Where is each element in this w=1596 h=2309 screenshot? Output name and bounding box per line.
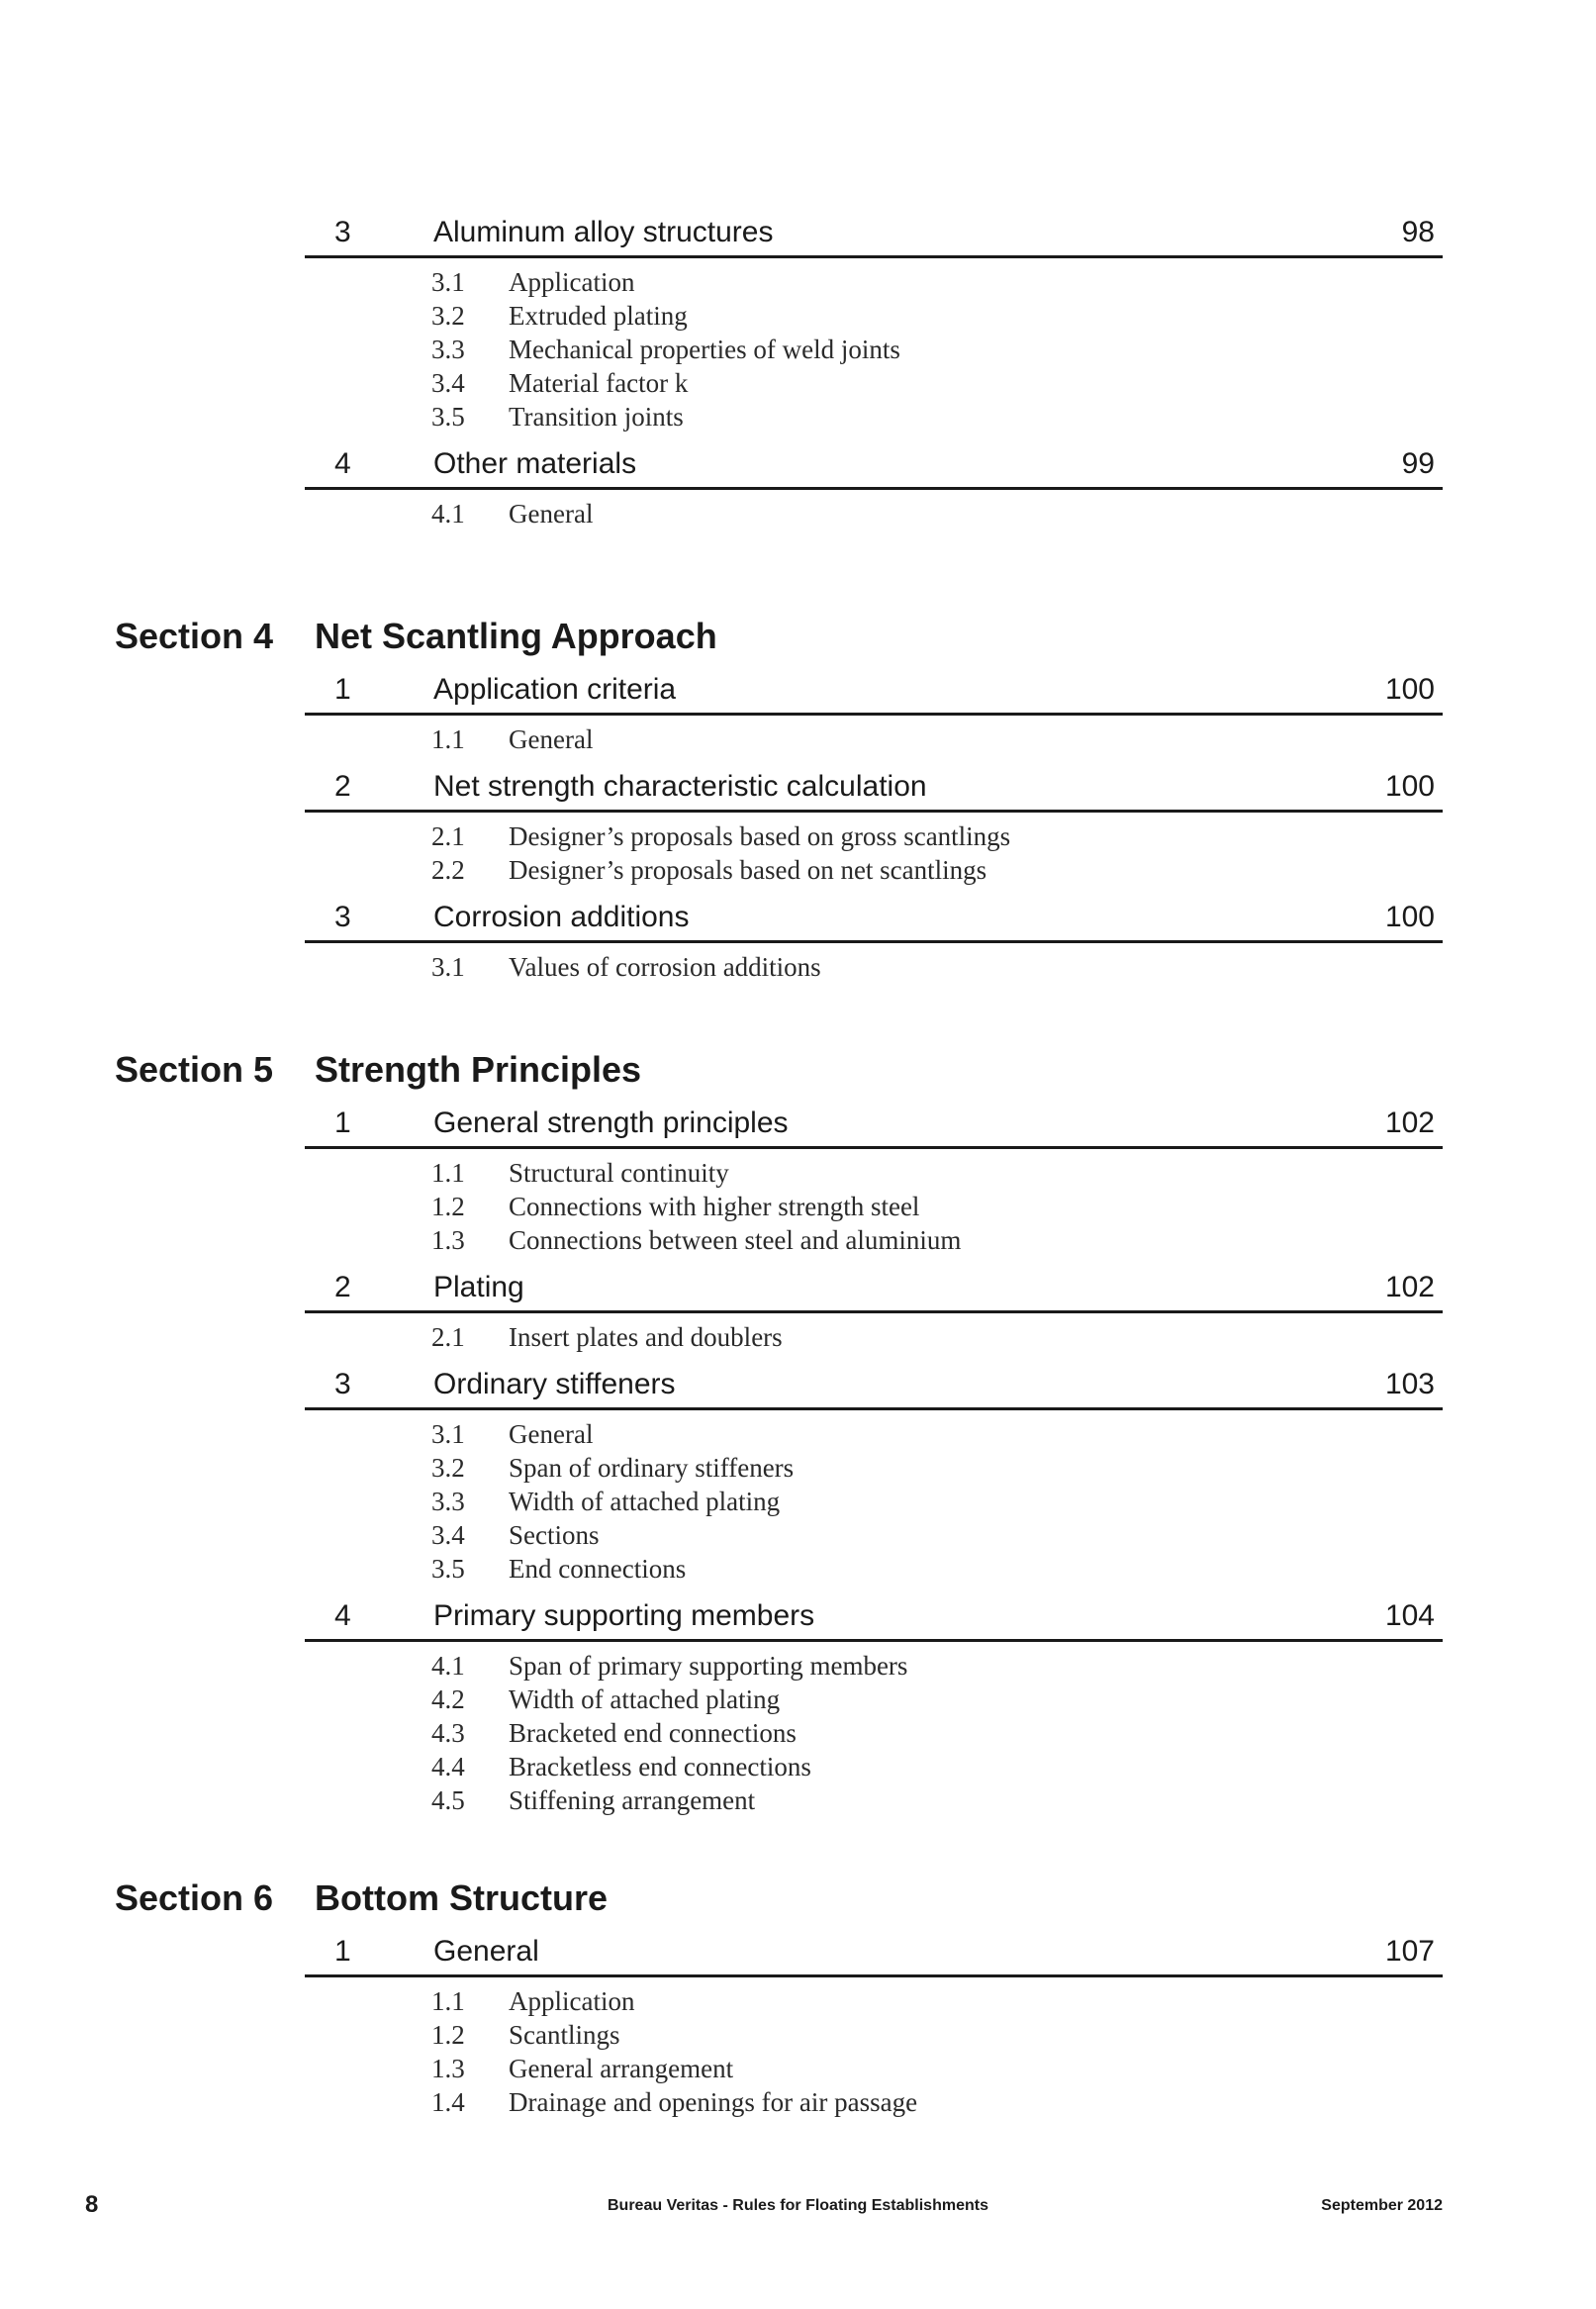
subsection-number: 3.5 bbox=[431, 1554, 465, 1584]
subsection-item bbox=[0, 299, 1596, 333]
section-4 bbox=[0, 606, 1596, 984]
subsection-item bbox=[0, 1716, 1596, 1750]
subsection-title: End connections bbox=[509, 1554, 687, 1584]
subsection-title: Material factor k bbox=[509, 368, 689, 398]
subsection-item bbox=[0, 1417, 1596, 1451]
section-3-continuation bbox=[0, 208, 1596, 530]
subsection-item bbox=[0, 1190, 1596, 1223]
footer-date: September 2012 bbox=[1321, 2197, 1443, 2214]
subsection-item bbox=[0, 1156, 1596, 1190]
section-label: Section 4 bbox=[115, 616, 274, 656]
subsection-item bbox=[0, 853, 1596, 887]
footer-publication: Bureau Veritas - Rules for Floating Establishments bbox=[608, 2197, 988, 2214]
article-heading bbox=[0, 665, 1596, 717]
article-heading bbox=[0, 762, 1596, 814]
article-heading bbox=[0, 439, 1596, 491]
subsection-title: Designer’s proposals based on gross scantlings bbox=[509, 821, 1011, 851]
article-number: 1 bbox=[334, 1106, 351, 1139]
article-title: Other materials bbox=[433, 447, 637, 480]
subsection-title: Connections with higher strength steel bbox=[509, 1192, 920, 1221]
article-rule bbox=[305, 1146, 1443, 1149]
subsection-title: Stiffening arrangement bbox=[509, 1785, 756, 1815]
article-rule bbox=[305, 713, 1443, 716]
footer-page-number: 8 bbox=[85, 2191, 99, 2218]
article-rule bbox=[305, 1407, 1443, 1410]
article-heading bbox=[0, 208, 1596, 259]
subsection-number: 4.2 bbox=[431, 1684, 465, 1714]
article-page-number: 100 bbox=[1384, 770, 1435, 803]
subsection-title: Application bbox=[509, 1986, 635, 2016]
subsection-number: 1.2 bbox=[431, 2020, 465, 2050]
article-heading bbox=[0, 1263, 1596, 1314]
article-rule bbox=[305, 940, 1443, 943]
subsection-item bbox=[0, 1783, 1596, 1817]
subsection-number: 4.3 bbox=[431, 1718, 465, 1748]
section-heading bbox=[0, 1868, 1596, 1927]
subsection-number: 2.1 bbox=[431, 821, 465, 851]
subsection-list bbox=[0, 1643, 1596, 1817]
article-rule bbox=[305, 255, 1443, 258]
subsection-list bbox=[0, 944, 1596, 984]
section-heading bbox=[0, 606, 1596, 665]
subsection-item bbox=[0, 2052, 1596, 2085]
subsection-number: 4.1 bbox=[431, 499, 465, 529]
subsection-title: Sections bbox=[509, 1520, 600, 1550]
subsection-number: 4.1 bbox=[431, 1651, 465, 1681]
subsection-number: 3.5 bbox=[431, 402, 465, 432]
article-title: General bbox=[433, 1935, 539, 1968]
subsection-title: Width of attached plating bbox=[509, 1684, 781, 1714]
article-rule bbox=[305, 810, 1443, 813]
subsection-number: 1.1 bbox=[431, 1158, 465, 1188]
subsection-number: 1.3 bbox=[431, 1225, 465, 1255]
subsection-title: Values of corrosion additions bbox=[509, 952, 821, 982]
subsection-title: Mechanical properties of weld joints bbox=[509, 335, 900, 364]
subsection-item bbox=[0, 950, 1596, 984]
subsection-item bbox=[0, 1485, 1596, 1518]
article-heading bbox=[0, 1591, 1596, 1643]
article-number: 4 bbox=[334, 1599, 351, 1632]
subsection-title: Scantlings bbox=[509, 2020, 620, 2050]
article-page-number: 100 bbox=[1384, 901, 1435, 933]
article-page-number: 102 bbox=[1384, 1106, 1435, 1139]
subsection-title: Transition joints bbox=[509, 402, 684, 432]
article-number: 3 bbox=[334, 901, 351, 933]
subsection-number: 2.2 bbox=[431, 855, 465, 885]
article-page-number: 98 bbox=[1401, 216, 1435, 248]
subsection-number: 3.3 bbox=[431, 1487, 465, 1516]
article-number: 1 bbox=[334, 673, 351, 706]
article-heading bbox=[0, 1099, 1596, 1150]
article-number: 2 bbox=[334, 770, 351, 803]
article-number: 3 bbox=[334, 1368, 351, 1400]
article-title: Plating bbox=[433, 1271, 524, 1303]
subsection-item bbox=[0, 1518, 1596, 1552]
subsection-number: 3.1 bbox=[431, 1419, 465, 1449]
section-title: Bottom Structure bbox=[315, 1877, 608, 1918]
article-page-number: 102 bbox=[1384, 1271, 1435, 1303]
article-page-number: 99 bbox=[1401, 447, 1435, 480]
subsection-number: 1.1 bbox=[431, 724, 465, 754]
article-page-number: 100 bbox=[1384, 673, 1435, 706]
subsection-item bbox=[0, 1683, 1596, 1716]
subsection-item bbox=[0, 265, 1596, 299]
article-rule bbox=[305, 1639, 1443, 1642]
subsection-number: 4.4 bbox=[431, 1752, 465, 1781]
subsection-item bbox=[0, 1649, 1596, 1683]
article-title: Primary supporting members bbox=[433, 1599, 815, 1632]
article-rule bbox=[305, 1974, 1443, 1977]
subsection-number: 3.2 bbox=[431, 1453, 465, 1483]
subsection-item bbox=[0, 333, 1596, 366]
article-title: Ordinary stiffeners bbox=[433, 1368, 676, 1400]
subsection-title: Width of attached plating bbox=[509, 1487, 781, 1516]
section-heading bbox=[0, 1039, 1596, 1099]
subsection-item bbox=[0, 400, 1596, 433]
article-title: Corrosion additions bbox=[433, 901, 690, 933]
subsection-title: Insert plates and doublers bbox=[509, 1322, 783, 1352]
article-heading bbox=[0, 1927, 1596, 1978]
article-heading bbox=[0, 893, 1596, 944]
subsection-list bbox=[0, 1411, 1596, 1586]
subsection-title: General arrangement bbox=[509, 2054, 734, 2083]
section-title: Strength Principles bbox=[315, 1049, 642, 1090]
article-heading bbox=[0, 1360, 1596, 1411]
section-5 bbox=[0, 1039, 1596, 1817]
subsection-list bbox=[0, 1150, 1596, 1257]
subsection-number: 2.1 bbox=[431, 1322, 465, 1352]
subsection-number: 1.3 bbox=[431, 2054, 465, 2083]
subsection-title: Designer’s proposals based on net scantlings bbox=[509, 855, 987, 885]
subsection-number: 3.1 bbox=[431, 267, 465, 297]
subsection-title: Connections between steel and aluminium bbox=[509, 1225, 962, 1255]
subsection-list bbox=[0, 814, 1596, 887]
subsection-title: General bbox=[509, 724, 594, 754]
subsection-title: Bracketed end connections bbox=[509, 1718, 797, 1748]
article-title: General strength principles bbox=[433, 1106, 789, 1139]
subsection-item bbox=[0, 1750, 1596, 1783]
subsection-item bbox=[0, 1223, 1596, 1257]
article-number: 2 bbox=[334, 1271, 351, 1303]
article-rule bbox=[305, 487, 1443, 490]
subsection-item bbox=[0, 1552, 1596, 1586]
article-rule bbox=[305, 1310, 1443, 1313]
subsection-number: 4.5 bbox=[431, 1785, 465, 1815]
subsection-item bbox=[0, 722, 1596, 756]
page-footer bbox=[0, 2187, 1596, 2227]
subsection-number: 3.4 bbox=[431, 368, 465, 398]
article-number: 4 bbox=[334, 447, 351, 480]
subsection-list bbox=[0, 1314, 1596, 1354]
article-page-number: 103 bbox=[1384, 1368, 1435, 1400]
subsection-title: Structural continuity bbox=[509, 1158, 729, 1188]
subsection-title: Application bbox=[509, 267, 635, 297]
subsection-item bbox=[0, 819, 1596, 853]
subsection-title: Bracketless end connections bbox=[509, 1752, 811, 1781]
subsection-list bbox=[0, 259, 1596, 433]
subsection-item bbox=[0, 366, 1596, 400]
subsection-item bbox=[0, 1451, 1596, 1485]
section-label: Section 6 bbox=[115, 1877, 274, 1918]
article-number: 1 bbox=[334, 1935, 351, 1968]
article-number: 3 bbox=[334, 216, 351, 248]
subsection-title: Extruded plating bbox=[509, 301, 688, 331]
subsection-number: 3.1 bbox=[431, 952, 465, 982]
subsection-number: 3.4 bbox=[431, 1520, 465, 1550]
section-6 bbox=[0, 1868, 1596, 2119]
article-page-number: 107 bbox=[1384, 1935, 1435, 1968]
subsection-item bbox=[0, 1320, 1596, 1354]
article-title: Aluminum alloy structures bbox=[433, 216, 774, 248]
subsection-item bbox=[0, 1984, 1596, 2018]
subsection-number: 3.2 bbox=[431, 301, 465, 331]
subsection-title: Span of ordinary stiffeners bbox=[509, 1453, 795, 1483]
subsection-list bbox=[0, 1978, 1596, 2119]
subsection-number: 1.2 bbox=[431, 1192, 465, 1221]
article-title: Application criteria bbox=[433, 673, 677, 706]
section-label: Section 5 bbox=[115, 1049, 274, 1090]
section-title: Net Scantling Approach bbox=[315, 616, 717, 656]
subsection-item bbox=[0, 497, 1596, 530]
subsection-item bbox=[0, 2018, 1596, 2052]
article-page-number: 104 bbox=[1384, 1599, 1435, 1632]
subsection-title: Drainage and openings for air passage bbox=[509, 2087, 918, 2117]
subsection-list bbox=[0, 491, 1596, 530]
subsection-title: Span of primary supporting members bbox=[509, 1651, 908, 1681]
article-title: Net strength characteristic calculation bbox=[433, 770, 927, 803]
subsection-number: 1.4 bbox=[431, 2087, 465, 2117]
subsection-list bbox=[0, 717, 1596, 756]
subsection-item bbox=[0, 2085, 1596, 2119]
subsection-title: General bbox=[509, 499, 594, 529]
subsection-number: 1.1 bbox=[431, 1986, 465, 2016]
subsection-number: 3.3 bbox=[431, 335, 465, 364]
subsection-title: General bbox=[509, 1419, 594, 1449]
